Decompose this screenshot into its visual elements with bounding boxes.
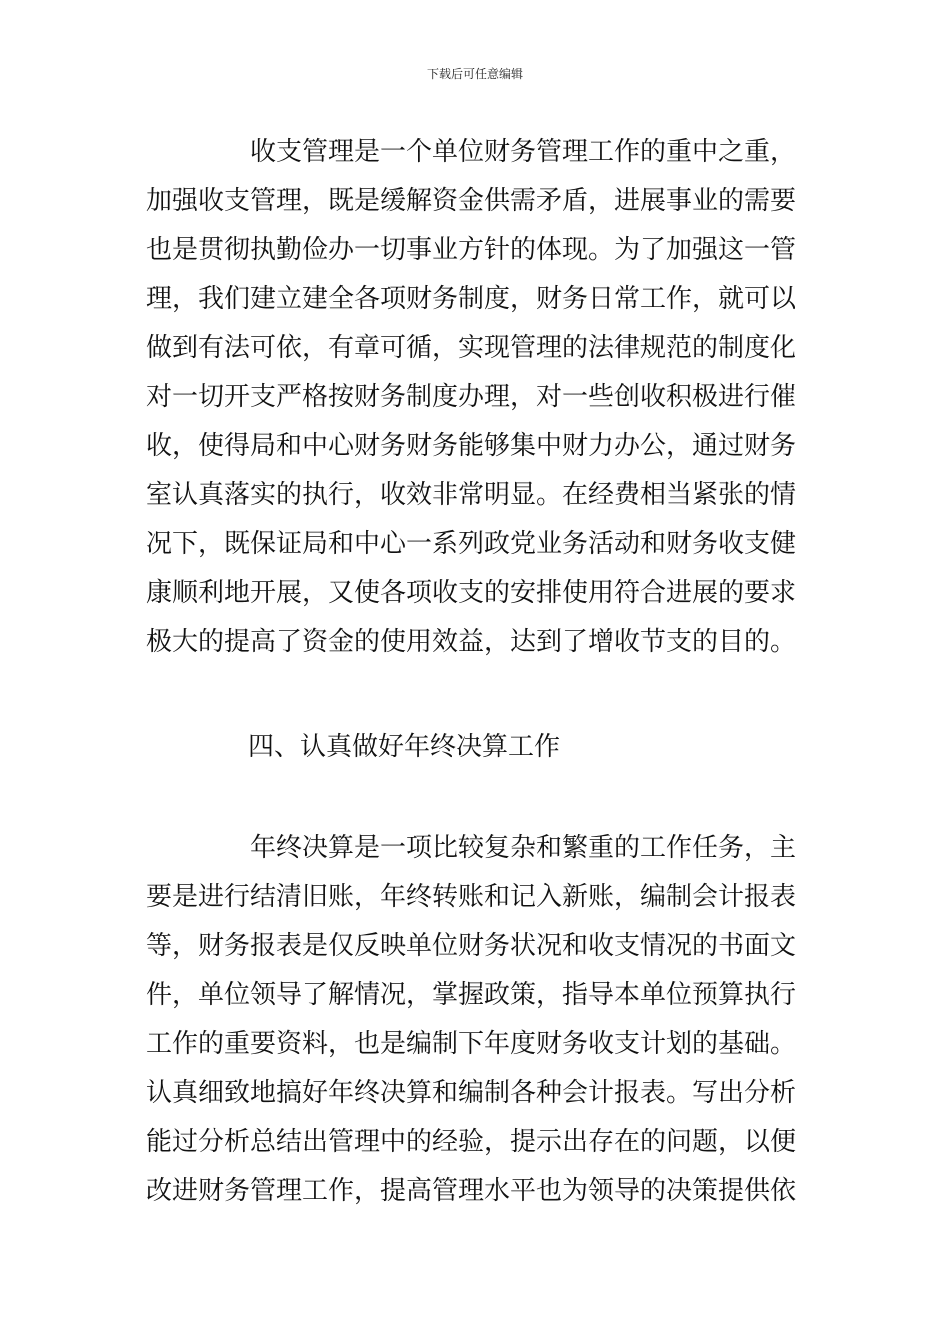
text-line: 室认真落实的执行，收效非常明显。在经费相当紧张的情 [146,480,797,510]
text-line: 认真细致地搞好年终决算和编制各种会计报表。写出分析 [146,1078,797,1108]
text-line: 要是进行结清旧账，年终转账和记入新账，编制会计报表 [146,882,797,912]
text-line: 况下，既保证局和中心一系列政党业务活动和财务收支健 [146,529,797,559]
text-line: 对一切开支严格按财务制度办理，对一些创收积极进行催 [146,382,797,412]
text-line: 极大的提高了资金的使用效益，达到了增收节支的目的。 [146,627,797,657]
text-line: 收，使得局和中心财务财务能够集中财力办公，通过财务 [146,431,797,461]
text-line: 加强收支管理，既是缓解资金供需矛盾，进展事业的需要 [146,186,797,216]
paragraph-income-expense-management [146,128,806,667]
text-line: 收支管理是一个单位财务管理工作的重中之重， [250,137,797,167]
text-line: 等，财务报表是仅反映单位财务状况和收支情况的书面文 [146,931,797,961]
paragraph-year-end-settlement [146,824,806,1216]
text-line: 理，我们建立建全各项财务制度，财务日常工作，就可以 [146,284,797,314]
text-line: 改进财务管理工作，提高管理水平也为领导的决策提供依 [146,1176,797,1206]
text-line: 年终决算是一项比较复杂和繁重的工作任务，主 [250,833,797,863]
text-line: 件，单位领导了解情况，掌握政策，指导本单位预算执行 [146,980,797,1010]
section-heading: 四、认真做好年终决算工作 [248,732,561,762]
text-line: 工作的重要资料，也是编制下年度财务收支计划的基础。 [146,1029,797,1059]
text-line: 做到有法可依，有章可循，实现管理的法律规范的制度化 [146,333,797,363]
text-line: 康顺利地开展，又使各项收支的安排使用符合进展的要求 [146,578,797,608]
text-line: 也是贯彻执勤俭办一切事业方针的体现。为了加强这一管 [146,235,797,265]
text-line: 能过分析总结出管理中的经验，提示出存在的问题，以便 [146,1127,797,1157]
page-header: 下载后可任意编辑 [426,67,523,81]
